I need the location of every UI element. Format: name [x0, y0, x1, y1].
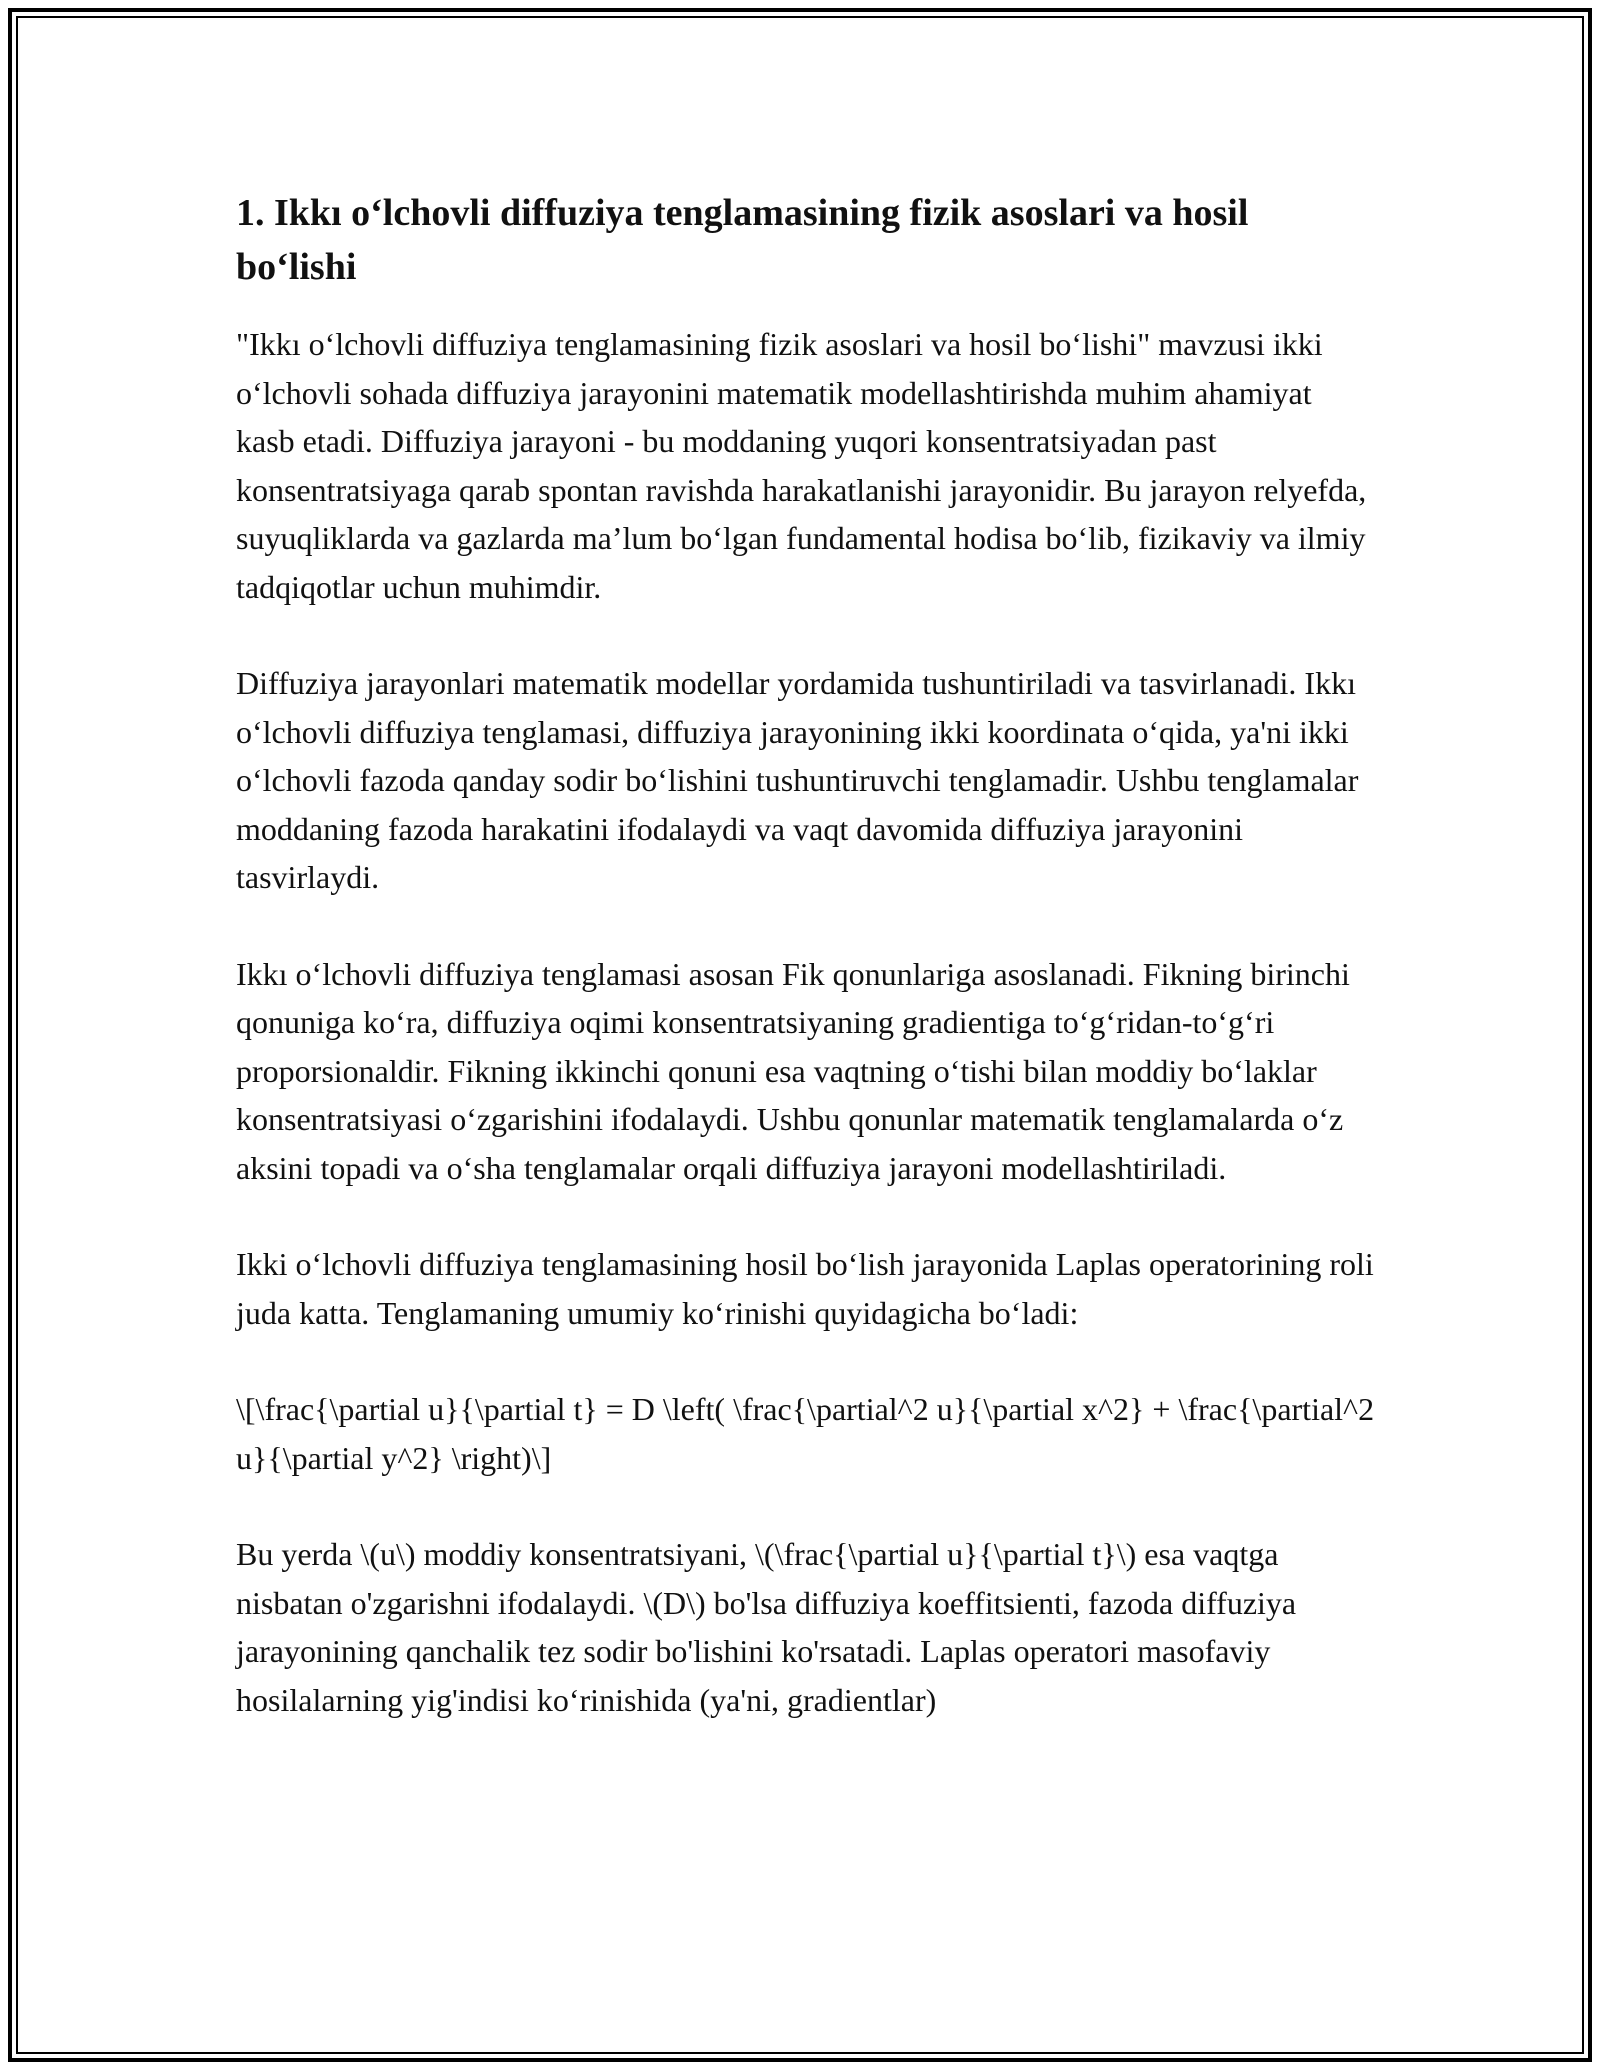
paragraph-models: Diffuziya jarayonlari matematik modellar yordamida tushuntiriladi va tasvirlanadi. Ikkı o‘lchovli diffuziya tenglamasi, diffuziya jarayonining ikki koordinata o‘qida, ya'ni ikki o‘lchovli fazoda qanday sodir bo‘lishini tushuntiruvchi tenglamadir. Ushbu tenglamalar moddaning fazoda harakatini ifodalaydi va vaqt davomida diffuziya jarayonini tasvirlaydi. [236, 665, 1359, 895]
section-heading: 1. Ikkı o‘lchovli diffuziya tenglamasining fizik asoslari va hosil bo‘lishi [236, 192, 1249, 288]
paragraph-explanation: Bu yerda \(u\) moddiy konsentratsiyani, \(\frac{\partial u}{\partial t}\) esa vaqtga nisbatan o'zgarishni ifodalaydi. \(D\) bo'lsa diffuziya koeffitsienti, fazoda diffuziya jarayonining qanchalik tez sodir bo'lishini ko'rsatadi. Laplas operatori masofaviy hosilalarning yig'indisi ko‘rinishida (ya'ni, gradientlar) [236, 1536, 1297, 1718]
equation-diffusion: \[\frac{\partial u}{\partial t} = D \left( \frac{\partial^2 u}{\partial x^2} + \frac{\partial^2 u}{\partial y^2} \right)\] [236, 1391, 1375, 1476]
paragraph-intro: "Ikkı o‘lchovli diffuziya tenglamasining fizik asoslari va hosil bo‘lishi" mavzusi ikki o‘lchovli sohada diffuziya jarayonini matematik modellashtirishda muhim ahamiyat kasb etadi. Diffuziya jarayoni - bu moddaning yuqori konsentratsiyadan past konsentratsiyaga qarab spontan ravishda harakatlanishi jarayonidir. Bu jarayon relyefda, suyuqliklarda va gazlarda ma’lum bo‘lgan fundamental hodisa bo‘lib, fizikaviy va ilmiy tadqiqotlar uchun muhimdir. [236, 326, 1367, 605]
paragraph-laplace: Ikki o‘lchovli diffuziya tenglamasining hosil bo‘lish jarayonida Laplas operatorining roli juda katta. Tenglamaning umumiy ko‘rinishi quyidagicha bo‘ladi: [236, 1246, 1374, 1331]
paragraph-fick-laws: Ikkı o‘lchovli diffuziya tenglamasi asosan Fik qonunlariga asoslanadi. Fikning birinchi qonuniga ko‘ra, diffuziya oqimi konsentratsiyaning gradientiga to‘g‘ridan-to‘g‘ri proporsionaldir. Fikning ikkinchi qonuni esa vaqtning o‘tishi bilan moddiy bo‘laklar konsentratsiyasi o‘zgarishini ifodalaydi. Ushbu qonunlar matematik tenglamalarda o‘z aksini topadi va o‘sha tenglamalar orqali diffuziya jarayoni modellashtiriladi. [236, 955, 1350, 1186]
document-body [236, 186, 1376, 1772]
